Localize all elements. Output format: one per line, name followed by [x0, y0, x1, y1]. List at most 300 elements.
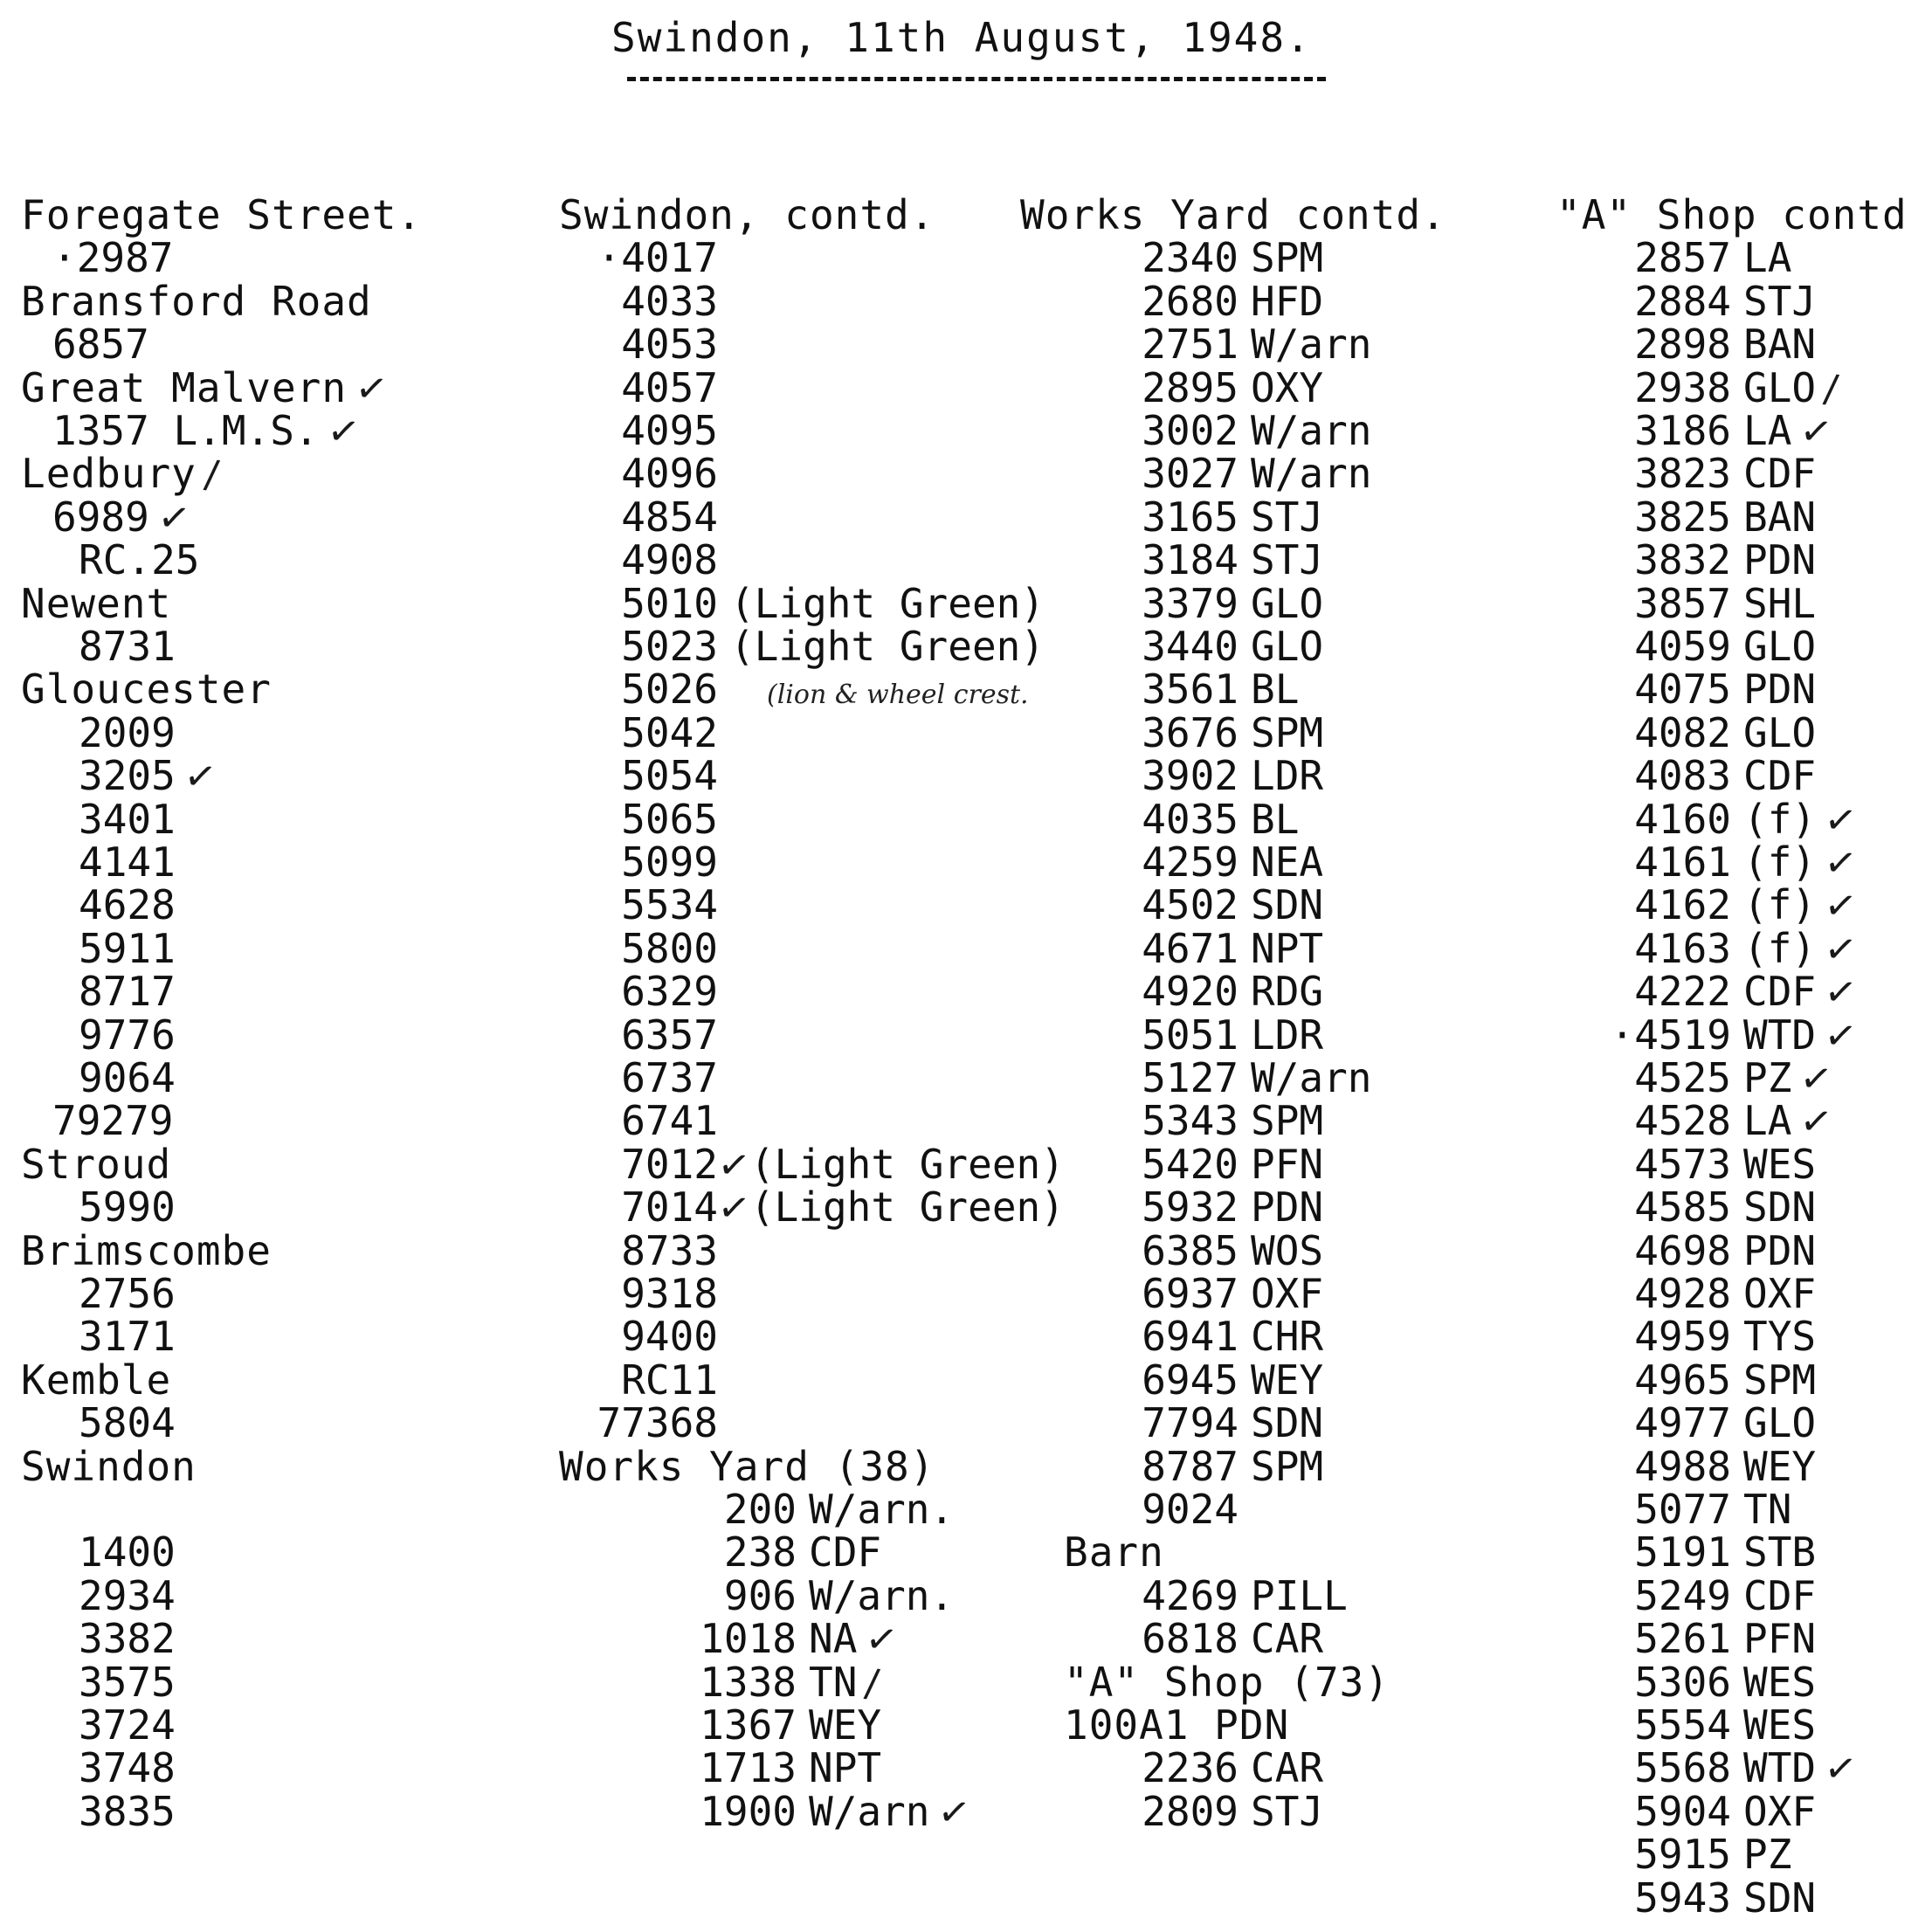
entry-row: [1020, 1399, 1324, 1447]
entry-number: 4057: [621, 363, 718, 411]
shed-code: WEY: [1251, 1356, 1324, 1404]
entry-number: 238: [723, 1528, 797, 1577]
shed-code: OXY: [1251, 363, 1324, 411]
entry-row: [559, 838, 718, 886]
entry-number: 3184: [1142, 536, 1239, 584]
entry-number: 2898: [1634, 321, 1731, 369]
entry-row: [1556, 1488, 1791, 1531]
entry-row: [1020, 666, 1300, 714]
section-heading: [1020, 191, 1446, 238]
column-3: [1020, 0, 1509, 1932]
shed-code: SDN: [1743, 1183, 1817, 1232]
entry-number: 1900: [700, 1787, 797, 1835]
entry-number: 2884: [1634, 277, 1731, 325]
entry-row: [1020, 1270, 1324, 1317]
entry-number: 2895: [1142, 363, 1239, 411]
entry-number: 2809: [1142, 1787, 1239, 1835]
entry-number: 4959: [1634, 1313, 1731, 1361]
section-heading: [21, 666, 272, 714]
shed-code: BL: [1251, 666, 1300, 714]
shed-code: CDF: [1743, 450, 1817, 498]
column-2: [559, 0, 1101, 1932]
shed-code: PDN: [1743, 536, 1817, 584]
check-mark-icon: ✓: [1821, 796, 1860, 845]
shed-code: SPM: [1251, 1442, 1324, 1490]
entry-row: [79, 881, 176, 929]
shed-code: BAN: [1743, 493, 1817, 541]
entry-number: 79279: [52, 1097, 174, 1145]
entry-number: 4035: [1142, 795, 1239, 843]
entry-row: [1556, 881, 1860, 931]
shed-code: WTD: [1743, 1011, 1817, 1059]
entry-row: [1556, 708, 1817, 756]
entry-row: [559, 795, 718, 843]
entry-number: 8717: [79, 968, 176, 1016]
entry-number: 4160: [1634, 795, 1731, 843]
entry-row: [559, 625, 1045, 668]
shed-code: STB: [1743, 1528, 1817, 1577]
section-heading: [559, 1442, 935, 1490]
entry-row: [1020, 407, 1372, 454]
check-mark-icon: ✓: [863, 1615, 901, 1665]
entry-row: [559, 708, 718, 756]
entry-row: [1556, 277, 1817, 325]
entry-row: [1556, 321, 1817, 369]
check-mark-icon: /: [1821, 365, 1841, 412]
shed-code: GLO: [1743, 708, 1817, 756]
section-heading: [21, 1226, 272, 1274]
entry-number: 4573: [1634, 1140, 1731, 1188]
entry-number: 6357: [621, 1011, 718, 1059]
entry-number: 5077: [1634, 1486, 1731, 1533]
shed-code: NEA: [1251, 838, 1324, 886]
shed-code: SPM: [1743, 1356, 1817, 1404]
entry-number: 6937: [1142, 1270, 1239, 1317]
entry-row: [559, 1399, 718, 1447]
shed-code: PDN: [1743, 1226, 1817, 1274]
entry-number: 5568: [1634, 1744, 1731, 1792]
entry-row: [1556, 493, 1817, 541]
entry-row: [1556, 1054, 1836, 1104]
section-heading: [21, 450, 222, 499]
heading-text: "A" Shop contd: [1556, 191, 1908, 238]
heading-text: Barn: [1064, 1528, 1164, 1577]
heading-text: Ledbury: [21, 450, 197, 498]
entry-number: 3186: [1634, 407, 1731, 454]
entry-row: [79, 1011, 176, 1059]
entry-number: 5306: [1634, 1658, 1731, 1706]
entry-row: [79, 1528, 176, 1577]
entry-number: 3575: [79, 1658, 176, 1706]
entry-row: [1556, 968, 1860, 1018]
entry-row: [1556, 1356, 1817, 1404]
entry-number: 8731: [79, 623, 176, 670]
entry-number: 5990: [79, 1183, 176, 1232]
entry-row: [559, 493, 718, 541]
shed-code: WTD: [1743, 1744, 1817, 1792]
shed-code: TN: [809, 1658, 858, 1706]
shed-code: STJ: [1743, 277, 1817, 325]
entry-row: [1556, 666, 1817, 714]
entry-row: [1020, 924, 1324, 972]
shed-code: LDR: [1251, 752, 1324, 800]
entry-number: 4096: [621, 450, 718, 498]
entry-number: 6989: [52, 493, 149, 541]
entry-row: [1020, 1097, 1324, 1145]
entry-number: 2934: [79, 1571, 176, 1619]
shed-code: W/arn.: [809, 1571, 955, 1619]
entry-number: 4095: [621, 407, 718, 454]
entry-number: 7014: [621, 1183, 718, 1232]
entry-number: 5911: [79, 924, 176, 972]
entry-row: [79, 536, 200, 584]
entry-number: 9064: [79, 1054, 176, 1101]
entry-row: [559, 1744, 882, 1792]
entry-row: [79, 1054, 176, 1101]
entry-row: [52, 493, 194, 543]
entry-number: 2938: [1634, 363, 1731, 411]
entry-row: [1556, 625, 1816, 668]
entry-row: [1020, 1615, 1324, 1663]
shed-code: TN: [1743, 1486, 1792, 1533]
shed-code: BAN: [1743, 321, 1817, 369]
entry-row: [1556, 536, 1817, 584]
check-mark-icon: ✓: [714, 1183, 754, 1233]
shed-code: (f): [1743, 881, 1817, 929]
entry-number: 3857: [1634, 579, 1731, 627]
heading-text: Brimscombe: [21, 1226, 272, 1274]
shed-code: SPM: [1251, 1097, 1324, 1145]
entry-row: [559, 450, 718, 498]
entry-number: 1400: [79, 1528, 176, 1577]
entry-row: [1020, 881, 1324, 929]
entry-row: [79, 1270, 176, 1317]
entry-row: [1556, 1270, 1817, 1317]
entry-number: ·2987: [52, 234, 174, 282]
shed-code: STJ: [1251, 493, 1324, 541]
entry-row: [559, 1787, 974, 1838]
check-mark-icon: ✓: [714, 1141, 754, 1190]
heading-text: Gloucester: [21, 666, 272, 714]
livery-note: (Light Green): [730, 579, 1045, 627]
shed-code: PDN: [1251, 1183, 1324, 1232]
shed-code: W/arn.: [809, 1486, 955, 1533]
column-4: [1556, 0, 1923, 1932]
shed-code: OXF: [1743, 1787, 1817, 1835]
shed-code: PZ: [1743, 1831, 1792, 1879]
entry-number: 3165: [1142, 493, 1239, 541]
check-mark-icon: /: [862, 1659, 882, 1707]
shed-code: PFN: [1251, 1140, 1324, 1188]
entry-number: ·4017: [597, 234, 718, 282]
entry-row: [79, 1615, 176, 1663]
entry-number: 5127: [1142, 1054, 1239, 1101]
shed-code: CDF: [809, 1528, 882, 1577]
entry-number: 6329: [621, 968, 718, 1016]
shed-code: LDR: [1251, 1011, 1324, 1059]
section-heading: [1064, 1528, 1164, 1577]
shed-code: SDN: [1251, 1399, 1324, 1447]
entry-number: 4977: [1634, 1399, 1731, 1447]
section-heading: [559, 191, 935, 238]
section-heading: [1064, 1658, 1390, 1706]
entry-number: 5804: [79, 1399, 176, 1447]
shed-code: W/arn: [1251, 1054, 1372, 1101]
entry-row: [1020, 1571, 1348, 1619]
check-mark-icon: ✓: [324, 407, 362, 457]
entry-number: 5051: [1142, 1011, 1239, 1059]
entry-row: [1020, 1787, 1324, 1835]
shed-code: TYS: [1743, 1313, 1817, 1361]
heading-text: Works Yard contd.: [1020, 191, 1446, 238]
entry-row: [1556, 1658, 1817, 1706]
entry-row: [1556, 1097, 1836, 1147]
entry-number: 4161: [1634, 838, 1731, 886]
entry-number: 3832: [1634, 536, 1731, 584]
entry-number: 2751: [1142, 321, 1239, 369]
entry-row: [559, 924, 718, 972]
entry-row: [1556, 1399, 1817, 1447]
entry-number: 4163: [1634, 924, 1731, 972]
entry-row: [559, 1615, 901, 1665]
entry-number: ·4519: [1610, 1011, 1731, 1059]
shed-code: PFN: [1743, 1615, 1817, 1663]
section-heading: [21, 277, 372, 325]
entry-row: [1020, 795, 1300, 843]
entry-number: RC11: [621, 1356, 718, 1404]
entry-number: 4965: [1634, 1356, 1731, 1404]
entry-number: 3724: [79, 1701, 176, 1749]
entry-row: [1020, 1226, 1324, 1274]
entry-row: [1556, 838, 1860, 888]
shed-code: GLO: [1251, 579, 1324, 627]
shed-code: W/arn: [809, 1787, 930, 1835]
entry-row: [559, 1528, 882, 1577]
entry-row: [559, 407, 718, 454]
entry-number: 2756: [79, 1270, 176, 1317]
section-heading: [21, 363, 391, 413]
entry-row: [559, 1313, 718, 1361]
shed-code: CDF: [1743, 1571, 1817, 1619]
entry-row: [1020, 1356, 1324, 1404]
check-mark-icon: ✓: [1821, 968, 1860, 1018]
entry-number: 4075: [1634, 666, 1731, 714]
livery-note: (Light Green): [749, 1183, 1065, 1232]
entry-row: [1020, 1183, 1324, 1232]
entry-row: [559, 363, 718, 411]
entry-number: 4854: [621, 493, 718, 541]
check-mark-icon: ✓: [1821, 882, 1860, 931]
section-heading: [21, 1140, 172, 1188]
shed-code: WES: [1743, 1140, 1817, 1188]
entry-row: [79, 924, 176, 972]
shed-code: WEY: [1743, 1442, 1817, 1490]
entry-number: 5261: [1634, 1615, 1731, 1663]
entry-row: [79, 1571, 176, 1619]
entry-row: [79, 1183, 176, 1232]
entry-row: [1020, 1140, 1324, 1188]
entry-row: [1020, 1313, 1324, 1361]
entry-number: 4628: [79, 881, 176, 929]
entry-row: [1556, 1140, 1817, 1188]
entry-row: [1020, 752, 1324, 800]
entry-number: 5932: [1142, 1183, 1239, 1232]
section-heading: [21, 579, 172, 627]
entry-number: 1713: [700, 1744, 797, 1792]
entry-row: [1556, 1313, 1817, 1361]
entry-row: [559, 1571, 955, 1619]
shed-code: GLO: [1743, 623, 1817, 670]
entry-row: [559, 1097, 718, 1145]
shed-code: HFD: [1251, 277, 1324, 325]
entry-number: 4528: [1634, 1097, 1731, 1145]
heading-text: Bransford Road: [21, 277, 372, 325]
entry-row: [1020, 277, 1324, 325]
entry-number: 3825: [1634, 493, 1731, 541]
shed-code: W/arn: [1251, 407, 1372, 454]
check-mark-icon: /: [202, 452, 222, 499]
entry-row: [559, 1488, 954, 1531]
section-heading: [1064, 1701, 1290, 1749]
entry-number: 6737: [621, 1054, 718, 1101]
entry-number: 4033: [621, 277, 718, 325]
entry-number: 3823: [1634, 450, 1731, 498]
entry-row: [559, 1701, 882, 1749]
entry-number: 5943: [1634, 1873, 1731, 1922]
entry-number: 5915: [1634, 1831, 1731, 1879]
entry-number: 2009: [79, 708, 176, 756]
entry-row: [559, 1140, 1065, 1190]
entry-number: 2680: [1142, 277, 1239, 325]
handwritten-note: (lion & wheel crest.: [767, 680, 1029, 711]
entry-number: 5420: [1142, 1140, 1239, 1188]
entry-row: [1020, 536, 1324, 584]
check-mark-icon: ✓: [181, 752, 220, 802]
heading-text: Swindon: [21, 1442, 197, 1490]
section-heading: [21, 191, 423, 238]
entry-number: 4698: [1634, 1226, 1731, 1274]
entry-row: [559, 1658, 882, 1707]
entry-number: 2857: [1634, 234, 1731, 282]
shed-code: RDG: [1251, 968, 1324, 1016]
entry-number: 3440: [1142, 623, 1239, 670]
entry-number: 1338: [700, 1658, 797, 1706]
entry-number: 4585: [1634, 1183, 1731, 1232]
heading-text: Stroud: [21, 1140, 172, 1188]
entry-row: [1020, 1054, 1372, 1101]
entry-number: 5042: [621, 708, 718, 756]
shed-code: LA: [1743, 1097, 1792, 1145]
entry-number: 7012: [621, 1140, 718, 1188]
entry-row: [1556, 795, 1860, 845]
entry-number: 5800: [621, 924, 718, 972]
entry-number: 3027: [1142, 450, 1239, 498]
shed-code: OXF: [1743, 1270, 1817, 1317]
entry-row: [79, 1787, 176, 1835]
entry-number: 4082: [1634, 708, 1731, 756]
entry-row: [79, 1744, 176, 1792]
entry-number: 3835: [79, 1787, 176, 1835]
page-title: Swindon, 11th August, 1948.: [611, 14, 1312, 61]
entry-number: 5054: [621, 752, 718, 800]
shed-code: WOS: [1251, 1226, 1324, 1274]
shed-code: SDN: [1743, 1873, 1817, 1922]
entry-row: [1020, 1442, 1324, 1490]
shed-code: NPT: [809, 1744, 882, 1792]
entry-row: [1556, 1442, 1817, 1490]
check-mark-icon: ✓: [1821, 1745, 1860, 1794]
entry-row: [79, 838, 176, 886]
heading-text: Swindon, contd.: [559, 191, 935, 238]
shed-code: SHL: [1743, 579, 1817, 627]
livery-note: (Light Green): [749, 1140, 1065, 1188]
entry-number: 9318: [621, 1270, 718, 1317]
shed-code: SDN: [1251, 881, 1324, 929]
entry-row: [1020, 493, 1324, 541]
entry-row: [1020, 1011, 1324, 1059]
entry-row: [79, 752, 220, 802]
entry-number: 7794: [1142, 1399, 1239, 1447]
entry-number: 6857: [52, 321, 149, 369]
entry-number: 1018: [700, 1615, 797, 1663]
shed-code: (f): [1743, 795, 1817, 843]
shed-code: GLO: [1743, 1399, 1817, 1447]
check-mark-icon: ✓: [155, 493, 194, 543]
entry-number: 3171: [79, 1313, 176, 1361]
entry-number: RC.25: [79, 536, 200, 584]
entry-number: 4083: [1634, 752, 1731, 800]
entry-row: [559, 579, 1045, 627]
entry-number: 3002: [1142, 407, 1239, 454]
entry-row: [559, 1226, 718, 1274]
entry-row: [1020, 321, 1372, 369]
shed-code: NPT: [1251, 924, 1324, 972]
entry-number: 2340: [1142, 234, 1239, 282]
entry-number: 5010: [621, 579, 718, 627]
entry-row: [559, 752, 718, 800]
entry-row: [1556, 1615, 1817, 1663]
entry-number: 3748: [79, 1744, 176, 1792]
entry-row: [1020, 968, 1324, 1016]
check-mark-icon: ✓: [1797, 1098, 1836, 1147]
shed-code: (f): [1743, 924, 1817, 972]
check-mark-icon: ✓: [1797, 407, 1836, 457]
entry-row: [1556, 1744, 1860, 1794]
entry-number: 4141: [79, 838, 176, 886]
shed-code: PILL: [1251, 1571, 1348, 1619]
entry-row: [1556, 924, 1860, 975]
entry-row: [1556, 1226, 1817, 1274]
section-heading: [21, 1356, 172, 1404]
shed-code: CDF: [1743, 752, 1817, 800]
entry-row: [1020, 1744, 1324, 1792]
entry-row: [1556, 752, 1817, 800]
entry-number: 5904: [1634, 1787, 1731, 1835]
entry-row: [1556, 579, 1817, 627]
entry-number: 4059: [1634, 623, 1731, 670]
entry-number: 5249: [1634, 1571, 1731, 1619]
entry-number: 906: [723, 1571, 797, 1619]
check-mark-icon: ✓: [1797, 1054, 1836, 1104]
entry-number: 4988: [1634, 1442, 1731, 1490]
entry-row: [1556, 1528, 1817, 1577]
entry-row: [1556, 1571, 1817, 1619]
entry-number: 3379: [1142, 579, 1239, 627]
entry-row: [1556, 1787, 1817, 1835]
heading-text: "A" Shop (73): [1064, 1658, 1390, 1706]
shed-code: OXF: [1251, 1270, 1324, 1317]
entry-number: 9400: [621, 1313, 718, 1361]
